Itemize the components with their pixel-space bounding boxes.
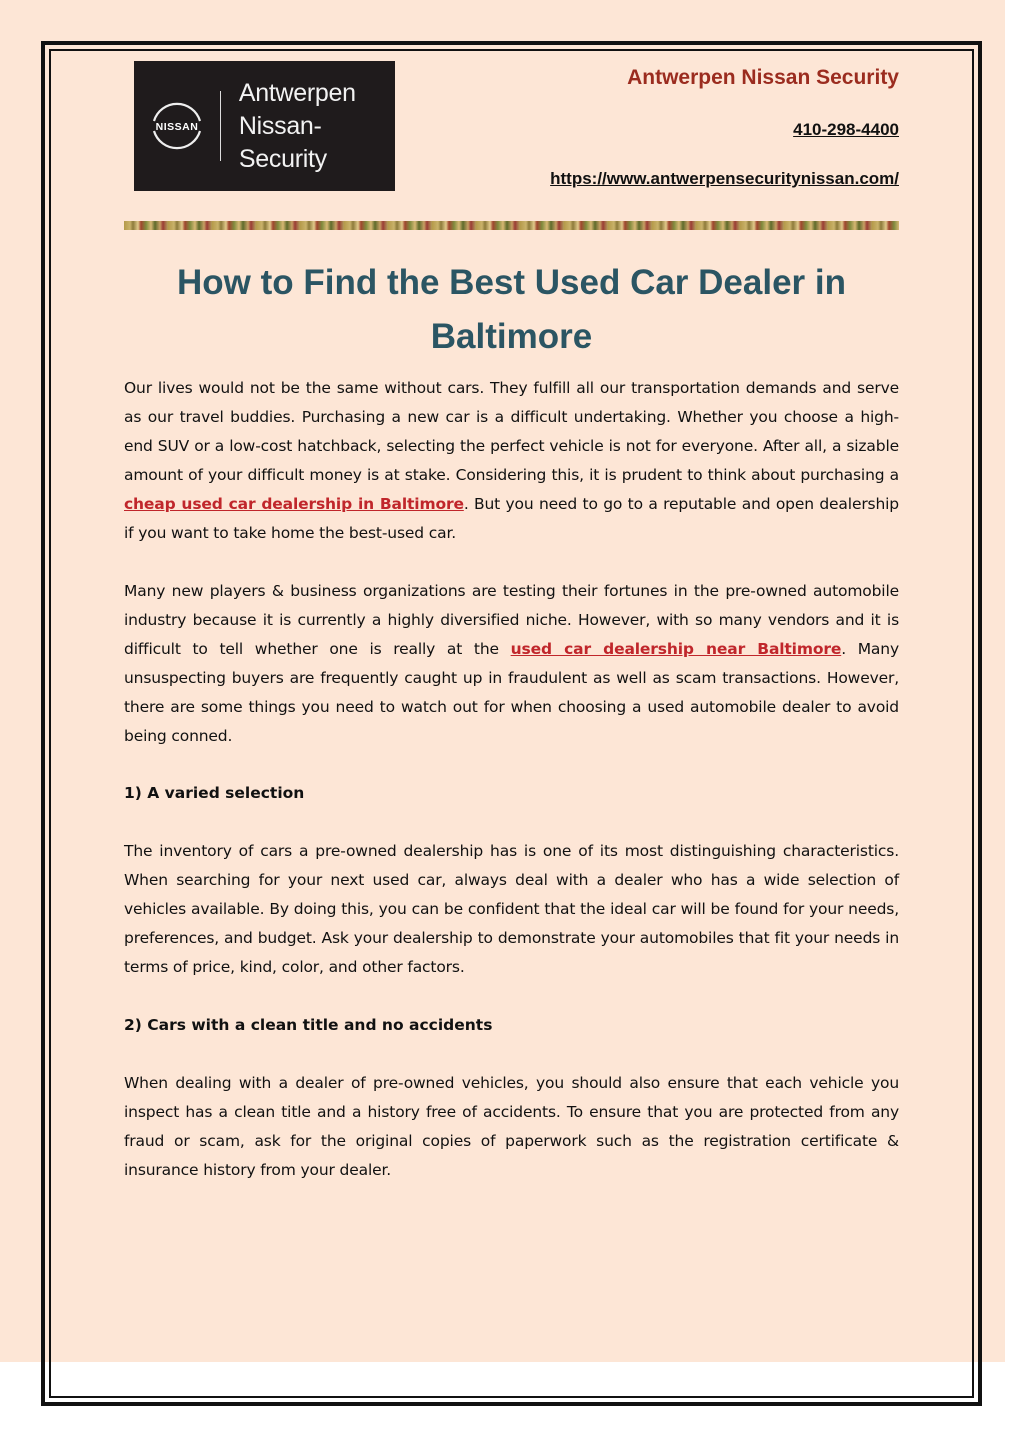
phone-link[interactable]: 410-298-4400 bbox=[793, 120, 899, 139]
cheap-used-car-dealership-link[interactable]: cheap used car dealership in Baltimore bbox=[124, 495, 464, 513]
section-heading-selection: 1) A varied selection bbox=[124, 784, 305, 802]
logo-line-1: Antwerpen bbox=[238, 78, 356, 107]
decorative-divider bbox=[124, 221, 899, 230]
company-name: Antwerpen Nissan Security bbox=[627, 66, 899, 89]
paragraph-intro: Our lives would not be the same without cars. They fulfill all our transportation demands and serve as our travel buddies. Purchasing a new car is a difficult undertaking. Whether you choose a high-end SUV or a low-cost hatchback, selecting the perfect vehicle is not for everyone. After all, a sizable amount of your difficult money is at stake. Considering this, it is prudent to think about purchasing a cheap used car dealership in Baltimore. But you need to go to a reputable and open dealership if you want to take home the best-used car. bbox=[124, 379, 899, 542]
used-car-dealership-near-link[interactable]: used car dealership near Baltimore bbox=[510, 640, 842, 658]
section-heading-clean-title: 2) Cars with a clean title and no accidents bbox=[124, 1016, 493, 1034]
page-edge-right bbox=[1005, 0, 1023, 1447]
paragraph-selection: The inventory of cars a pre-owned dealership has is one of its most distinguishing characteristics. When searching for your next used car, always deal with a dealer who has a wide selection of vehicles available. By doing this, you can be confident that the ideal car will be found for your needs, preferences, and budget. Ask your dealership to demonstrate your automobiles that fit your needs in terms of price, kind, color, and other factors. bbox=[124, 842, 899, 976]
company-logo bbox=[134, 61, 395, 191]
article-title: How to Find the Best Used Car Dealer in Baltimore bbox=[177, 263, 846, 356]
paragraph-industry: Many new players & business organizations are testing their fortunes in the pre-owned automobile industry because it is currently a highly diversified niche. However, with so many vendors and it is difficult to tell whether one is really at the used car dealership near Baltimore. Many unsuspecting buyers are frequently caught up in fraudulent as well as scam transactions. However, there are some things you need to watch out for when choosing a used automobile dealer to avoid being conned. bbox=[124, 582, 899, 745]
paragraph-clean-title: When dealing with a dealer of pre-owned vehicles, you should also ensure that each vehicle you inspect has a clean title and a history free of accidents. To ensure that you are protected from any fraud or scam, ask for the original copies of paperwork such as the registration certificate & insurance history from your dealer. bbox=[124, 1074, 899, 1179]
logo-wordmark bbox=[239, 77, 395, 176]
logo-separator bbox=[220, 91, 221, 161]
logo-mark-text: NISSAN bbox=[155, 121, 199, 133]
logo-line-2: Nissan-Security bbox=[238, 111, 327, 173]
website-link[interactable]: https://www.antwerpensecuritynissan.com/ bbox=[550, 169, 899, 188]
nissan-logo-icon bbox=[146, 95, 208, 157]
